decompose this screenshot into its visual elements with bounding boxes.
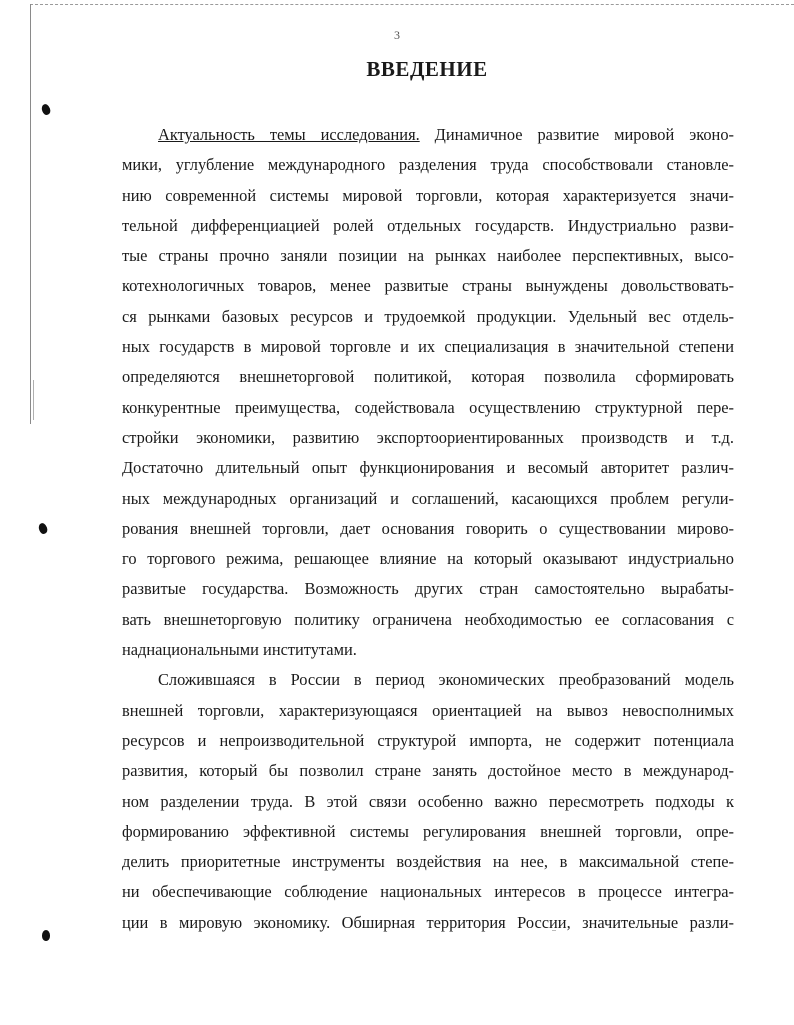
- paragraph-2-line: внешней торговли, характеризующаяся ориентацией на вывоз невосполнимых: [122, 700, 734, 720]
- paragraph-1-line: развитые государства. Возможность других стран самостоятельно вырабаты-: [122, 579, 734, 599]
- scan-left-border-mark: [33, 380, 34, 420]
- paragraph-2-line: развития, который бы позволил стране занять достойное место в международ-: [122, 761, 734, 781]
- paragraph-1-line: ных международных организаций и соглашений, касающихся проблем регули-: [122, 488, 734, 508]
- paragraph-1-line: мики, углубление международного разделения труда способствовали становле-: [122, 155, 734, 175]
- paragraph-2-line: ресурсов и непроизводительной структурой импорта, не содержит потенциала: [122, 730, 734, 750]
- paragraph-1-line: нию современной системы мировой торговли, которая характеризуется значи-: [122, 185, 734, 205]
- paragraph-1-line: тые страны прочно заняли позиции на рынках наиболее перспективных, высо-: [122, 246, 734, 266]
- paragraph-1-line: определяются внешнеторговой политикой, которая позволила сформировать: [122, 367, 734, 387]
- binding-hole-mark-icon: [37, 522, 48, 535]
- paragraph-1-line: ных государств в мировой торговле и их специализация в значительной степени: [122, 337, 734, 357]
- paragraph-1-line: котехнологичных товаров, менее развитые страны вынуждены довольствовать-: [122, 276, 734, 296]
- paragraph-1-line: тельной дифференциацией ролей отдельных государств. Индустриально разви-: [122, 215, 734, 235]
- paragraph-2-line: формированию эффективной системы регулирования внешней торговли, опре-: [122, 821, 734, 841]
- page-title: ВВЕДЕНИЕ: [366, 57, 488, 81]
- binding-hole-mark-icon: [40, 103, 51, 116]
- paragraph-2-line: делить приоритетные инструменты воздействия на нее, в максимальной степе-: [122, 852, 734, 872]
- paragraph-2-line: ни обеспечивающие соблюдение национальных интересов в процессе интегра-: [122, 882, 734, 902]
- document-body: [122, 120, 734, 938]
- binding-hole-mark-icon: [42, 930, 50, 941]
- paragraph-1-line: го торгового режима, решающее влияние на который оказывают индустриально: [122, 549, 734, 569]
- paragraph-1-line: конкурентные преимущества, содействовала осуществлению структурной пере-: [122, 397, 734, 417]
- section-lead-heading: Актуальность темы исследования.: [158, 125, 420, 144]
- scan-top-border: [30, 4, 794, 5]
- paragraph-2-line: ции в мировую экономику. Обширная территория России, значительные разли-: [122, 912, 734, 932]
- paragraph-1-line: наднациональными институтами.: [122, 640, 357, 660]
- paragraph-1-line: рования внешней торговли, дает основания говорить о существовании мирово-: [122, 518, 734, 538]
- paragraph-1-line: стройки экономики, развитию экспортоориентированных производств и т.д.: [122, 427, 734, 447]
- paragraph-1-line: ся рынками базовых ресурсов и трудоемкой продукции. Удельный вес отдель-: [122, 306, 734, 326]
- paragraph-2-line: ном разделении труда. В этой связи особенно важно пересмотреть подходы к: [122, 791, 734, 811]
- paragraph-1-line: вать внешнеторговую политику ограничена необходимостью ее согласования с: [122, 609, 734, 629]
- paragraph-1-text: Динамичное развитие мировой эконо-: [419, 125, 734, 144]
- paragraph-1-line: Достаточно длительный опыт функционирования и весомый авторитет различ-: [122, 458, 734, 478]
- paragraph-1-line: [122, 120, 734, 150]
- paragraph-2-line: Сложившаяся в России в период экономических преобразований модель: [158, 670, 734, 690]
- page-number: 3: [394, 28, 400, 42]
